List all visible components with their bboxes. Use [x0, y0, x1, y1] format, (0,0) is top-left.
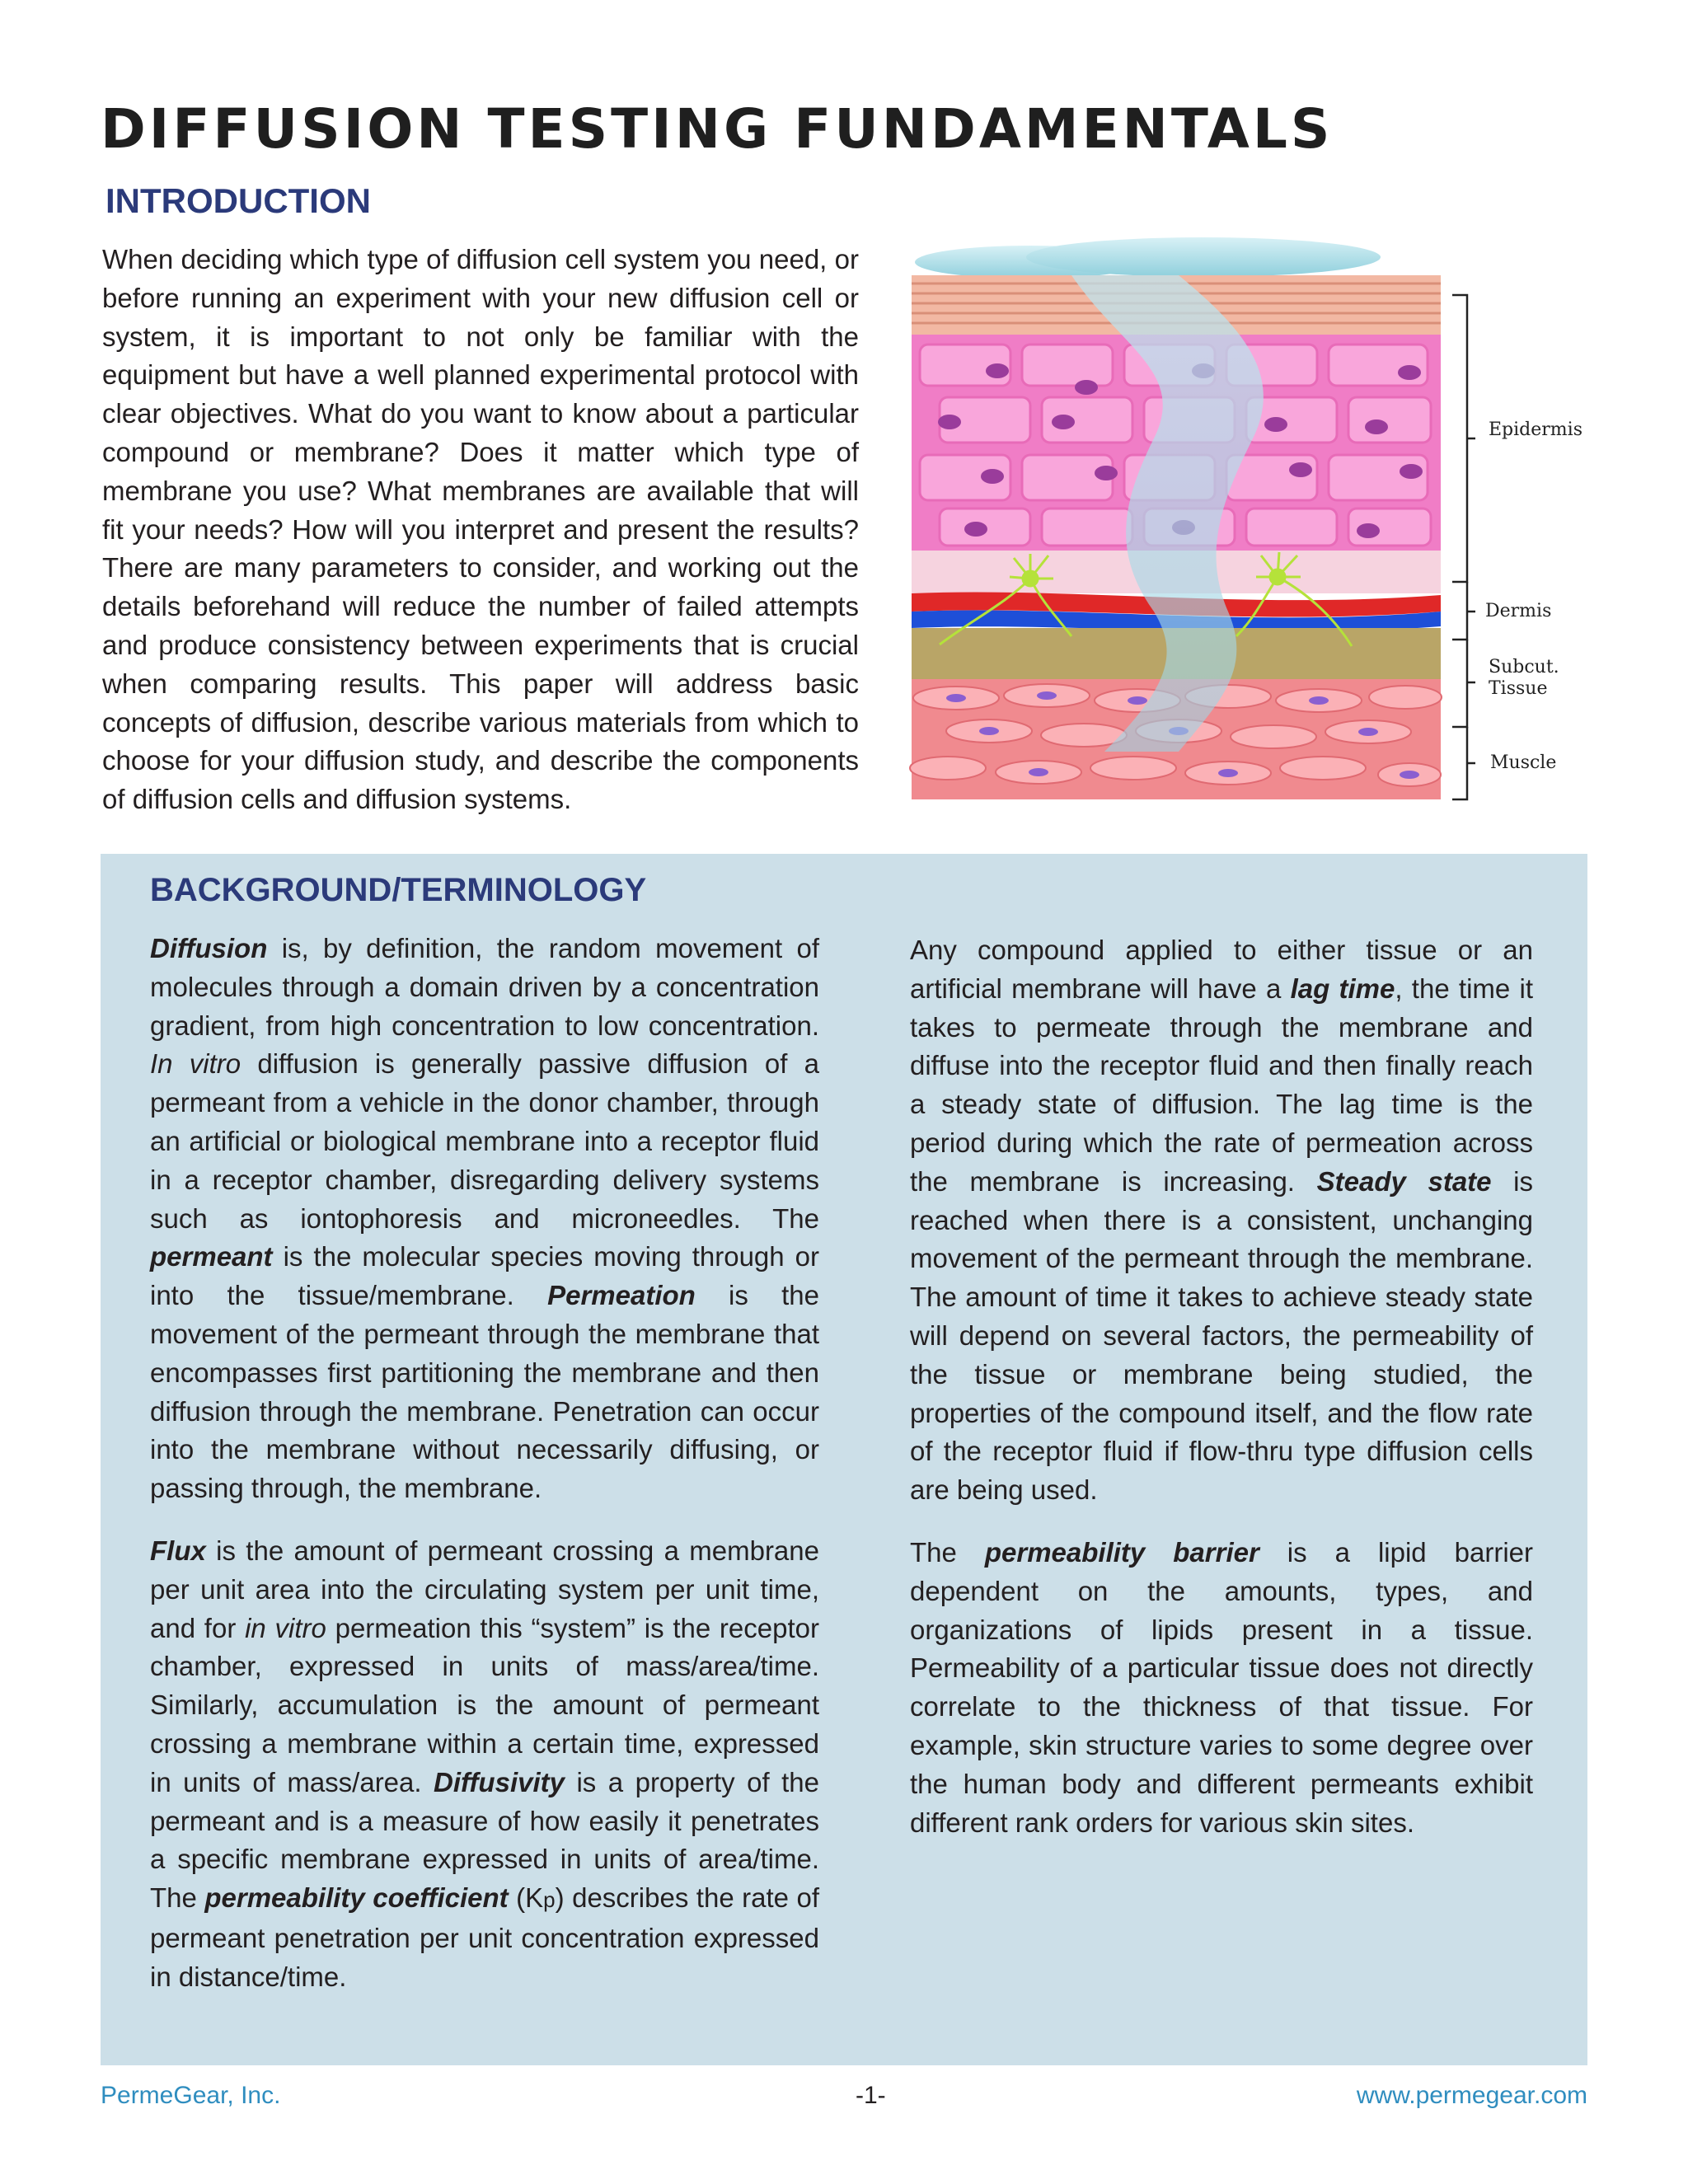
permeability-barrier-paragraph — [910, 1534, 1533, 1842]
term-flux: Flux — [150, 1535, 206, 1566]
text-span: is a lipid barrier dependent on the amounts, types, and organizations of lipids present in a tissue. Permeability of a particular tissue does not directly correlate to the thickness of that tissue. For example, skin structure varies to some degree over the human body and different permeants exhibit different rank orders for various skin sites. — [910, 1536, 1533, 1838]
text-span: , the time it takes to permeate through the membrane and diffuse into the receptor fluid and then finally reach a steady state of diffusion. The lag time is the period during which the rate of permeation across the membrane is increasing. — [910, 972, 1534, 1197]
footer-company: PermeGear, Inc. — [101, 2082, 281, 2109]
page-title: DIFFUSION TESTING FUNDAMENTALS — [101, 97, 1334, 161]
text-span: diffusion is generally passive diffusion of a permeant from a vehicle in the donor chamber, through an artificial or biological membrane into a receptor fluid in a receptor chamber, disregarding delivery systems such as iontophoresis and microneedles. The — [150, 1048, 819, 1234]
label-epidermis: Epidermis — [1489, 419, 1582, 440]
label-subcut-line1: Subcut. — [1489, 657, 1559, 677]
term-diffusivity: Diffusivity — [434, 1766, 565, 1797]
term-permeability-coefficient: permeability coefficient — [204, 1882, 509, 1914]
diffusion-paragraph — [150, 930, 819, 1508]
term-permeability-barrier: permeability barrier — [984, 1536, 1259, 1568]
lag-time-paragraph — [910, 931, 1533, 1510]
text-span: is, by definition, the random movement of molecules through a domain driven by a concentration gradient, from high concentration to low concentration. — [150, 933, 819, 1041]
skin-layers-diagram — [907, 224, 1615, 809]
term-permeation: Permeation — [547, 1280, 696, 1311]
text-span: Any compound applied to either tissue or an artificial membrane will have a — [910, 935, 1533, 1004]
text-span: is reached when there is a consistent, unchanging movement of the permeant through the membrane. The amount of time it takes to achieve steady state will depend on several factors, the permeability of the tissue or membrane being studied, the properties of the compound itself, and the flow rate of the receptor fluid if flow-thru type diffusion cells are being used. — [910, 1165, 1533, 1506]
gel-drop-right — [1026, 237, 1381, 277]
term-steady-state: Steady state — [1316, 1165, 1492, 1197]
label-muscle: Muscle — [1490, 752, 1557, 773]
term-diffusion: Diffusion — [150, 933, 268, 963]
text-span: ) describes the rate of permeant penetration per unit concentration expressed in distance/time. — [150, 1882, 820, 1992]
background-right-column — [910, 931, 1533, 1842]
term-lag-time: lag time — [1290, 972, 1395, 1004]
text-span: is the movement of the permeant through the membrane that encompasses first partitioning the membrane and then diffusion through the membrane. Penetration can occur into the membrane without necessarily diffusing, or passing through, the membrane. — [150, 1280, 819, 1504]
background-left-column — [150, 930, 819, 1997]
term-in-vitro: in vitro — [245, 1612, 326, 1643]
text-span: is a property of the permeant and is a measure of how easily it penetrates a specific membrane expressed in units of area/time. The — [150, 1766, 819, 1914]
text-span: permeation this “system” is the receptor chamber, expressed in units of mass/area/time. Similarly, accumulation is the amount of permeant crossing a membrane within a certain time, expressed in units of mass/area. — [150, 1612, 819, 1797]
text-span: (K — [508, 1882, 544, 1914]
text-span: The — [910, 1536, 985, 1568]
layer-brackets — [1452, 295, 1475, 799]
footer-page-number: -1- — [856, 2082, 886, 2109]
introduction-text: When deciding which type of diffusion cell system you need, or before running an experiment with your new diffusion cell or system, it is important to not only be familiar with the equipment but have a well planned experimental protocol with clear objectives. What do you want to know about a particular compound or membrane? Does it matter which type of membrane you use? What membranes are available that will fit your needs? How will you interpret and present the results? There are many parameters to consider, and working out the details beforehand will reduce the number of failed attempts and produce consistency between experiments that is crucial when comparing results. This paper will address basic concepts of diffusion, describe various materials from which to choose for your diffusion study, and describe the components of diffusion cells and diffusion systems. — [102, 244, 859, 815]
text-span: is the amount of permeant crossing a membrane per unit area into the circulating system per unit time, and for — [150, 1535, 819, 1643]
footer-website-link[interactable]: www.permegear.com — [1356, 2082, 1587, 2109]
term-permeant: permeant — [150, 1241, 273, 1272]
flux-paragraph — [150, 1532, 819, 1997]
subscript-p: p — [543, 1887, 556, 1913]
background-heading: BACKGROUND/TERMINOLOGY — [150, 872, 647, 908]
text-span: is the molecular species moving through or into the tissue/membrane. — [150, 1241, 819, 1311]
introduction-heading: INTRODUCTION — [106, 181, 371, 220]
term-in-vitro: In vitro — [150, 1048, 241, 1080]
label-subcut-line2: Tissue — [1489, 678, 1548, 699]
label-dermis: Dermis — [1485, 601, 1552, 621]
